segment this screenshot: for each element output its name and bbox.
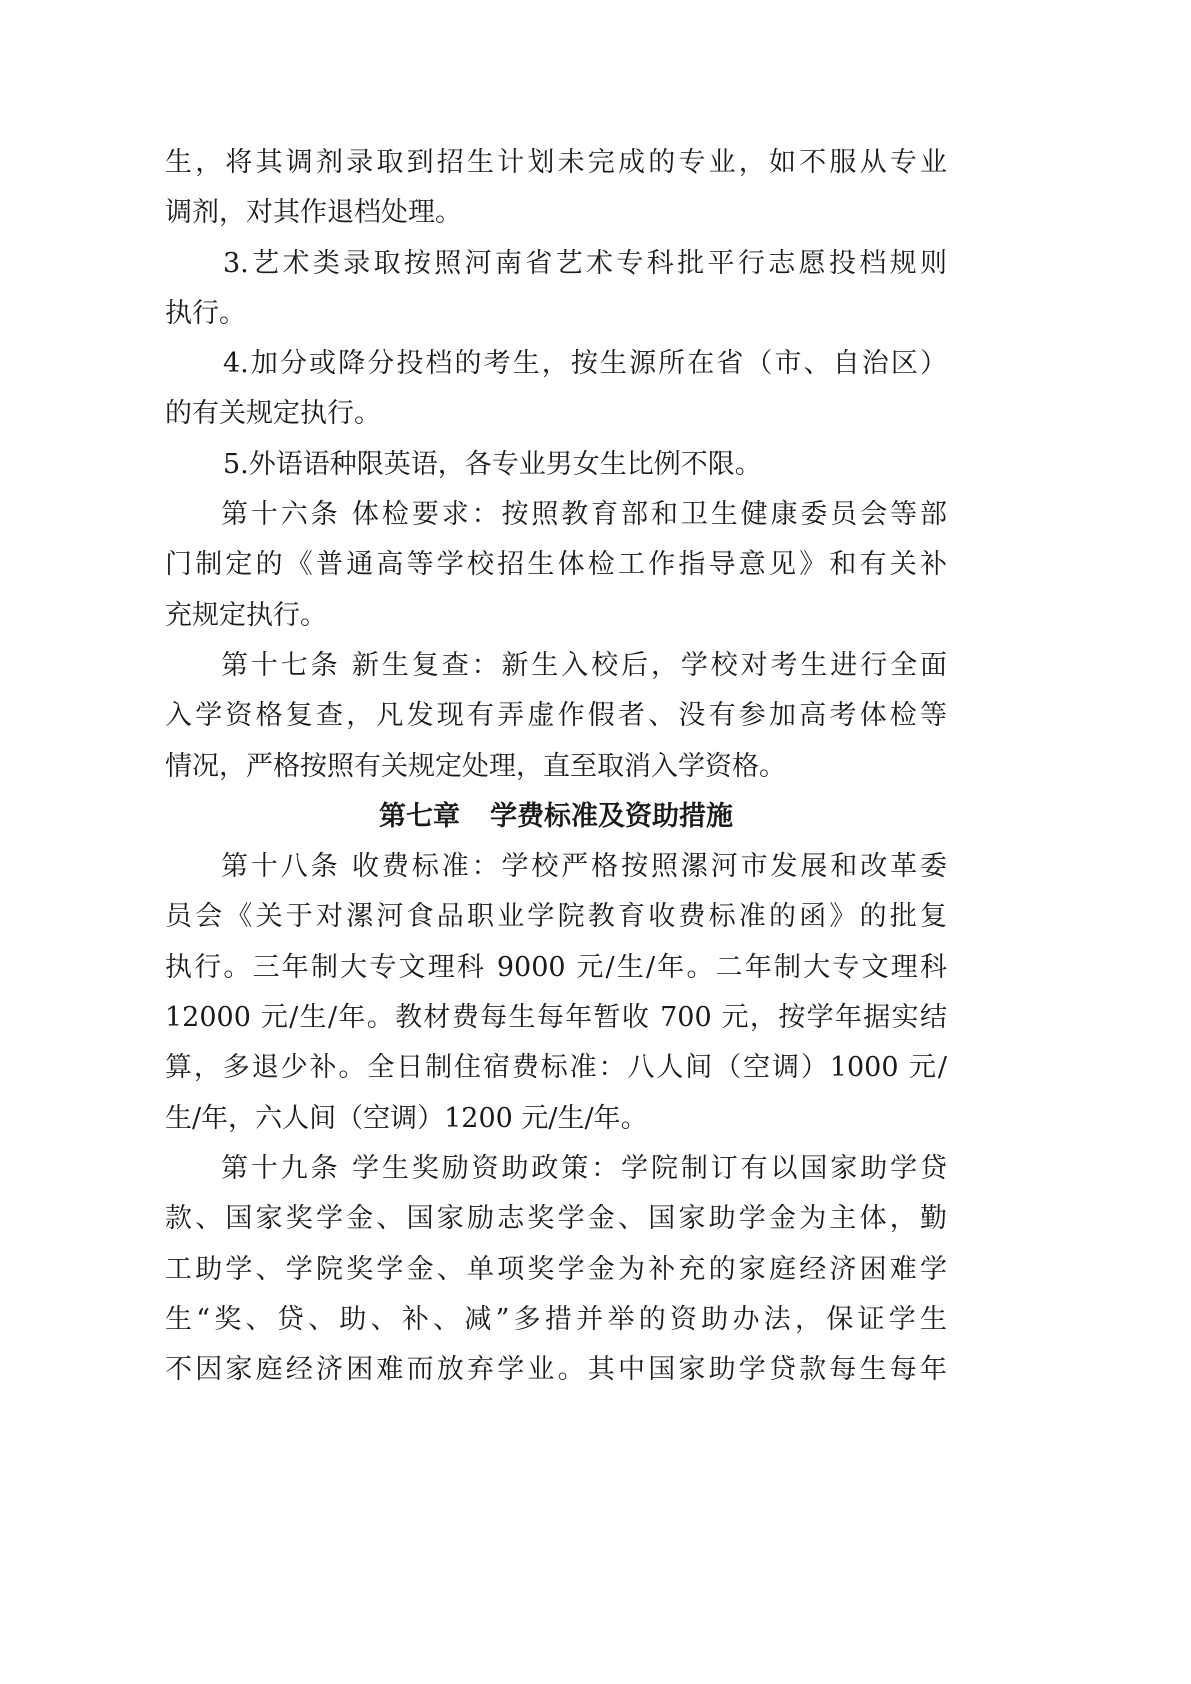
chapter-title: 学费标准及资助措施 [490, 800, 733, 832]
article-16-start: 第十六条 体检要求：按照教育部和卫生健康委员会等部 [221, 499, 947, 531]
list-item-5: 5.外语语种限英语，各专业男女生比例不限。 [223, 448, 762, 480]
chapter-heading [165, 792, 947, 842]
article-18-start: 第十八条 收费标准：学校严格按照漯河市发展和改革委 [221, 851, 947, 883]
paragraph-line: 生/年，六人间（空调）1200 元/生/年。 [165, 1102, 648, 1134]
paragraph-line: 生“奖、贷、助、补、减”多措并举的资助办法，保证学生 [165, 1303, 947, 1335]
paragraph-line: 生，将其调剂录取到招生计划未完成的专业，如不服从专业 [165, 147, 947, 178]
paragraph-line: 款、国家奖学金、国家励志奖学金、国家助学金为主体，勤 [165, 1203, 947, 1235]
paragraph-line: 工助学、学院奖学金、单项奖学金为补充的家庭经济困难学 [165, 1253, 947, 1285]
paragraph-line: 执行。三年制大专文理科 9000 元/生/年。二年制大专文理科 [165, 951, 947, 983]
paragraph-line: 入学资格复查，凡发现有弄虚作假者、没有参加高考体检等 [165, 700, 947, 732]
paragraph-line: 算，多退少补。全日制住宿费标准：八人间（空调）1000 元/ [165, 1052, 947, 1084]
paragraph-line: 员会《关于对漯河食品职业学院教育收费标准的函》的批复 [165, 901, 947, 933]
paragraph-line: 充规定执行。 [165, 599, 327, 631]
paragraph-line: 情况，严格按照有关规定处理，直至取消入学资格。 [165, 750, 786, 782]
paragraph-line: 的有关规定执行。 [165, 398, 381, 430]
article-19-start: 第十九条 学生奖励资助政策：学院制订有以国家助学贷 [221, 1152, 947, 1184]
paragraph-line: 调剂，对其作退档处理。 [165, 197, 462, 229]
list-item-3: 3.艺术类录取按照河南省艺术专科批平行志愿投档规则 [223, 247, 947, 279]
article-17-start: 第十七条 新生复查：新生入校后，学校对考生进行全面 [221, 649, 947, 681]
paragraph-line: 执行。 [165, 297, 246, 329]
paragraph-line: 不因家庭经济困难而放弃学业。其中国家助学贷款每生每年 [165, 1354, 947, 1386]
paragraph-line: 12000 元/生/年。教材费每生每年暂收 700 元，按学年据实结 [165, 1002, 947, 1034]
paragraph-line: 门制定的《普通高等学校招生体检工作指导意见》和有关补 [165, 549, 947, 581]
document-page [165, 138, 947, 1395]
chapter-number: 第七章 [379, 800, 460, 832]
list-item-4: 4.加分或降分投档的考生，按生源所在省（市、自治区） [223, 348, 947, 380]
